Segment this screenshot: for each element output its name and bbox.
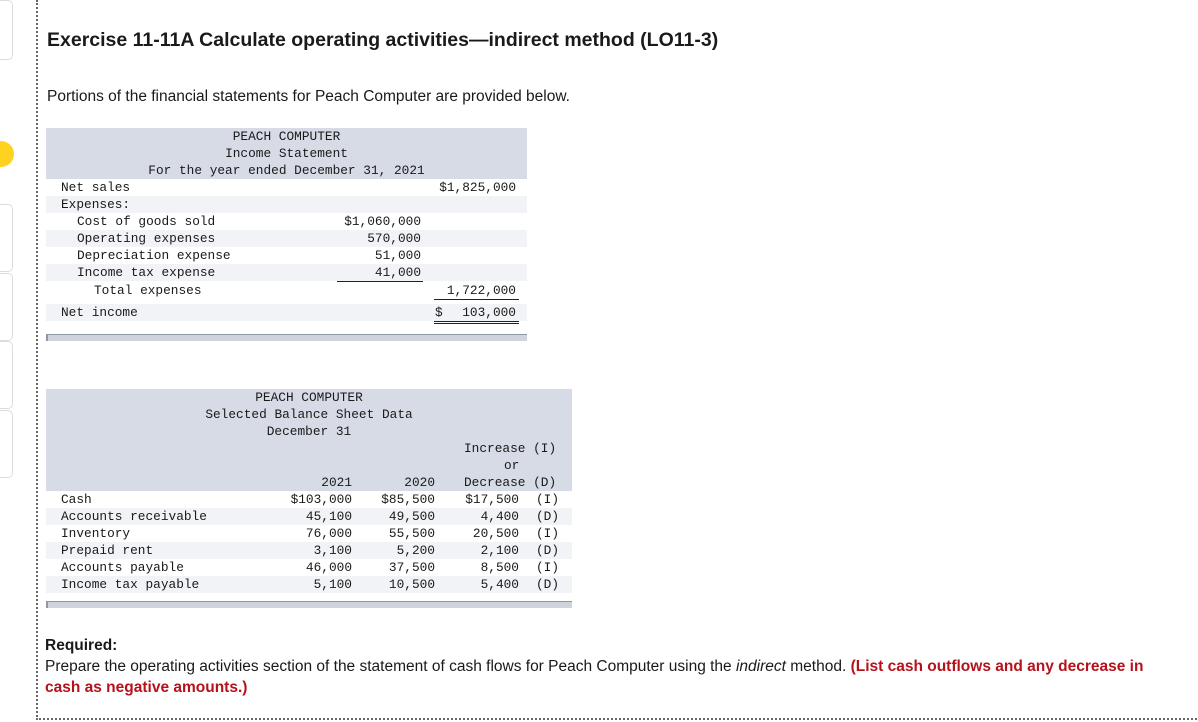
bs-date: December 31 [266,424,352,439]
side-nav-tab[interactable] [0,273,13,341]
bs-header-2021: 2021 [321,475,352,490]
bs-header-decrease: Decrease (D) [464,475,557,490]
exercise-intro: Portions of the financial statements for Peach Computer are provided below. [47,88,570,105]
side-nav-tab[interactable] [0,0,13,60]
is-row-net-income: Net income $ 103,000 [46,304,527,321]
is-row-total-expenses: Total expenses 1,722,000 [94,283,516,298]
bs-header-change: Increase (I) [464,441,557,456]
is-row-expense: Operating expenses 570,000 [46,230,527,247]
side-nav-tab[interactable] [0,341,13,409]
is-period: For the year ended December 31, 2021 [148,163,425,178]
required-section [45,635,1175,698]
required-text-end: method. [785,658,851,675]
bs-row: Accounts payable 46,000 37,500 8,500 (I) [61,560,560,575]
is-row-expense: Income tax expense 41,000 [46,264,527,281]
is-row-expense: Depreciation expense 51,000 [77,248,421,263]
bs-row: Accounts receivable 45,100 49,500 4,400 (D) [46,508,572,525]
required-label: Required: [45,637,118,654]
bs-header-or: or [504,458,520,473]
balance-sheet-data [46,389,572,609]
progress-indicator-icon [0,141,14,167]
bs-row: Prepaid rent 3,100 5,200 2,100 (D) [46,542,572,559]
required-text-emphasis: indirect [735,658,786,675]
bs-company: PEACH COMPUTER [255,390,363,405]
required-text: Prepare the operating activities section of the statement of cash flows for Peach Computer using the [45,658,736,675]
is-title: Income Statement [225,146,348,161]
bs-header-2020: 2020 [404,475,435,490]
bs-row: Income tax payable 5,100 10,500 5,400 (D) [46,576,572,593]
income-statement [46,128,527,342]
side-nav-tab[interactable] [0,204,13,272]
bs-title: Selected Balance Sheet Data [205,407,413,422]
is-row-net-sales: Net sales $1,825,000 [61,180,516,195]
is-row-expense: Cost of goods sold $1,060,000 [77,214,421,229]
bs-row: Inventory 76,000 55,500 20,500 (I) [61,526,560,541]
side-nav-tab[interactable] [0,410,13,478]
is-row-expenses-label: Expenses: [46,196,527,213]
bs-row: Cash $103,000 $85,500 $17,500 (I) [61,492,560,507]
question-frame [36,0,1198,720]
is-company: PEACH COMPUTER [232,129,341,144]
required-note: (List cash outflows and any decrease in cash as negative amounts.) [45,658,1144,696]
exercise-title: Exercise 11-11A Calculate operating activities—indirect method (LO11-3) [47,29,719,51]
